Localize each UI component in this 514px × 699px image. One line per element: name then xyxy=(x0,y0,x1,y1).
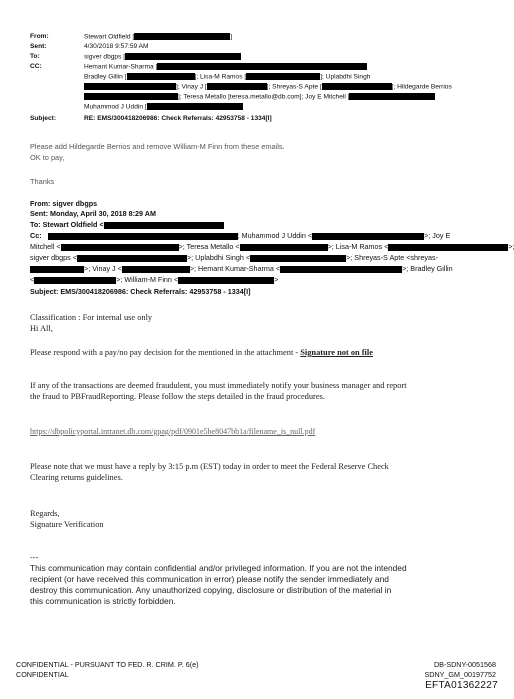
email2-from: From: sigver dbgps xyxy=(30,199,98,208)
cc-line-4: ]; Teresa Metallo [teresa.metallo@db.com]; Joy E Mitchell [ xyxy=(84,93,435,101)
redaction xyxy=(30,266,84,273)
redaction xyxy=(77,255,187,262)
body-line-2: OK to pay, xyxy=(30,153,65,162)
redaction xyxy=(280,266,402,273)
disclaimer-4: this communication is strictly forbidden. xyxy=(30,596,176,606)
confidential-line-1: CONFIDENTIAL - PURSUANT TO FED. R. CRIM. P. 6(e) xyxy=(16,660,199,669)
email2-cc-5: < >; William-M Finn < > xyxy=(30,275,279,284)
redaction xyxy=(125,53,241,60)
cc-line-5: Muhammod J Uddin [ xyxy=(84,103,243,111)
subject-value: RE: EMS/300418206986: Check Referrals: 42953758 - 1334[I] xyxy=(84,115,272,122)
redaction xyxy=(84,93,178,100)
redaction xyxy=(388,244,508,251)
redaction xyxy=(147,103,243,110)
from-label: From: xyxy=(30,33,49,40)
redaction xyxy=(61,244,179,251)
reply-line-2: Clearing returns guidelines. xyxy=(30,473,123,482)
redaction xyxy=(312,233,424,240)
email2-cc-4: >; Vinay J < >; Hemant Kumar-Sharma < >; Bradley Gillin xyxy=(30,265,453,273)
cc-label: CC: xyxy=(30,63,42,70)
subject-label: Subject: xyxy=(30,115,57,122)
disclaimer-3: destroy this communication. Any unauthorized copying, disclosure or distribution of the material in xyxy=(30,585,392,595)
redaction xyxy=(207,83,267,90)
fraud-line-1: If any of the transactions are deemed fraudulent, you must immediately notify your business manager and report xyxy=(30,381,407,390)
signature: Signature Verification xyxy=(30,520,104,529)
redaction xyxy=(84,83,176,90)
request-link[interactable]: Signature not on file xyxy=(300,348,373,357)
regards: Regards, xyxy=(30,509,60,518)
redaction xyxy=(157,63,367,70)
redaction xyxy=(178,277,274,284)
cc-line-2: Bradley Gillin [ ]; Lisa-M Ramos [ ]; Uplabdhi Singh xyxy=(84,73,371,81)
to-value: sigver dbgps [ xyxy=(84,53,241,61)
to-label: To: xyxy=(30,53,40,60)
redaction xyxy=(34,277,116,284)
email2-cc-2: Mitchell < >; Teresa Metallo < >; Lisa-M Ramos < >; xyxy=(30,242,514,251)
reply-line-1: Please note that we must have a reply by 3:15 p.m (EST) today in order to meet the Federal Reserve Check xyxy=(30,462,389,471)
email2-cc-3: sigver dbgps < >; Uplabdhi Singh < >; Shreyas-S Apte <shreyas- xyxy=(30,253,438,262)
disclaimer-2: recipient (or have received this communication in error) please notify the sender immediately and xyxy=(30,574,389,584)
bates-number-2: SDNY_GM_00197752 xyxy=(424,670,496,679)
confidential-line-2: CONFIDENTIAL xyxy=(16,670,69,679)
bates-number-1: DB-SDNY-0051568 xyxy=(433,660,496,669)
email2-cc-1: Cc: ; Muhammod J Uddin < >; Joy E xyxy=(30,231,451,240)
redaction xyxy=(48,233,238,240)
efta-number: EFTA01362227 xyxy=(425,680,498,691)
redaction xyxy=(246,73,320,80)
redaction xyxy=(122,266,190,273)
request-line: Please respond with a pay/no pay decision for the mentioned in the attachment - Signature not on file xyxy=(30,348,373,357)
redaction xyxy=(104,222,224,229)
body-line-1: Please add Hildegarde Berrios and remove William-M Finn from these emails. xyxy=(30,142,285,151)
disclaimer-1: This communication may contain confidential and/or privileged information. If you are not the intended xyxy=(30,563,407,573)
email2-sent: Sent: Monday, April 30, 2018 8:29 AM xyxy=(30,209,156,218)
dashes: --- xyxy=(30,552,39,562)
email2-subject: Subject: EMS/300418206986: Check Referrals: 42953758 - 1334[I] xyxy=(30,287,251,296)
policy-url[interactable]: https://dbpolicyportal.intranet.db.com/gpag/pdf/0901e5be8047bb1a/filename_is_null.pdf xyxy=(30,427,316,436)
sent-label: Sent: xyxy=(30,43,47,50)
redaction xyxy=(127,73,195,80)
redaction xyxy=(322,83,392,90)
redaction xyxy=(349,93,435,100)
greeting: Hi All, xyxy=(30,324,53,333)
classification: Classification : For internal use only xyxy=(30,313,153,322)
from-value: Stewart Oldfield [ ] xyxy=(84,33,233,41)
cc-line-1: Hemant Kumar-Sharma [ xyxy=(84,63,367,71)
redaction xyxy=(134,33,230,40)
redaction xyxy=(240,244,328,251)
sent-value: 4/30/2018 9:57:59 AM xyxy=(84,43,149,50)
cc-line-3: ]; Vinay J [ ]; Shreyas-S Apte [ ]; Hildegarde Berrios xyxy=(84,83,452,91)
thanks: Thanks xyxy=(30,177,55,186)
redaction xyxy=(250,255,346,262)
fraud-line-2: the fraud to PBFraudReporting. Please follow the steps detailed in the fraud procedures. xyxy=(30,392,325,401)
email2-to: To: Stewart Oldfield < xyxy=(30,221,224,229)
